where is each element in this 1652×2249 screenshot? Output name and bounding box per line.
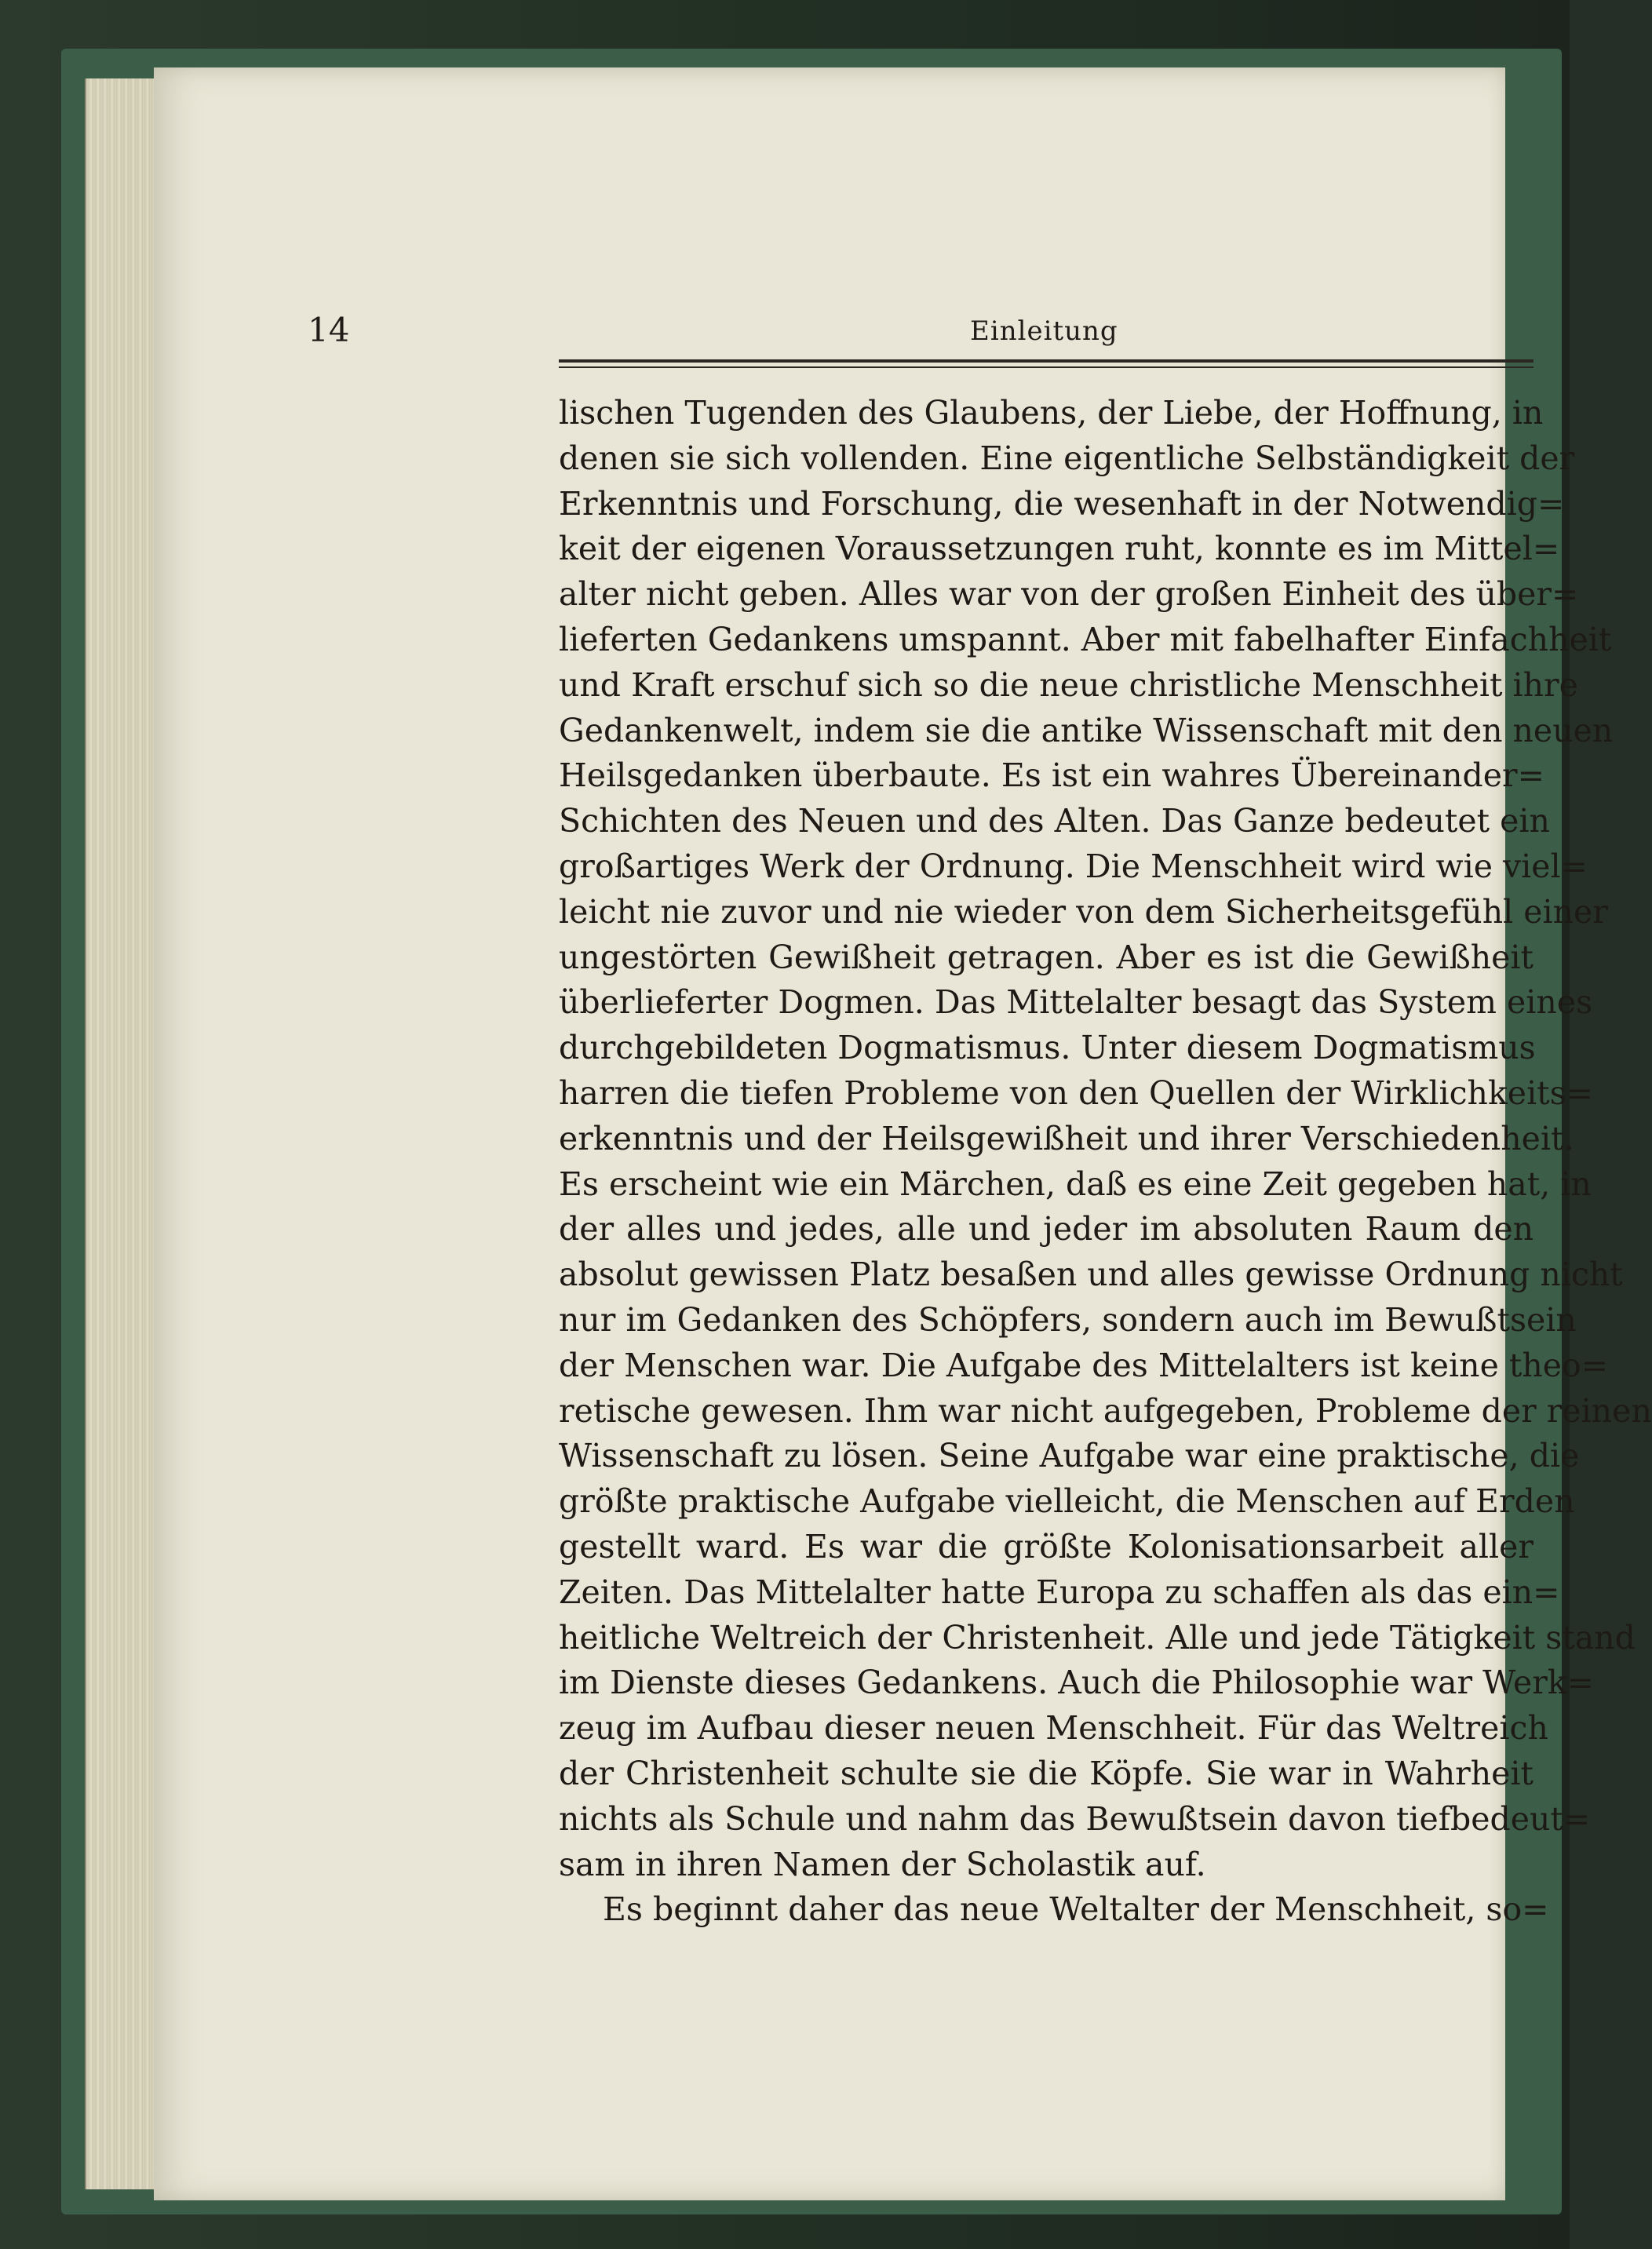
text-line: nichts als Schule und nahm das Bewußtsein davon tiefbedeut= — [559, 1799, 1591, 1838]
running-head: Einleitung — [970, 315, 1118, 347]
text-line: überlieferter Dogmen. Das Mittelalter besagt das System eines — [559, 983, 1593, 1022]
text-line: durchgebildeten Dogmatismus. Unter diesem Dogmatismus — [559, 1029, 1536, 1067]
text-line: der alles und jedes, alle und jeder im absoluten Raum den — [559, 1210, 1533, 1248]
text-line: Heilsgedanken überbaute. Es ist ein wahres Übereinander= — [559, 756, 1544, 795]
header-rule-thin — [559, 366, 1533, 368]
text-line: harren die tiefen Probleme von den Quellen der Wirklichkeits= — [559, 1073, 1594, 1112]
text-line: Gedankenwelt, indem sie die antike Wissenschaft mit den neuen — [559, 711, 1614, 749]
text-line: keit der eigenen Voraussetzungen ruht, konnte es im Mittel= — [559, 530, 1560, 568]
text-line-paragraph-end: sam in ihren Namen der Scholastik auf. — [559, 1845, 1206, 1883]
text-line: erkenntnis und der Heilsgewißheit und ihrer Verschiedenheit. — [559, 1119, 1574, 1157]
text-line: nur im Gedanken des Schöpfers, sondern auch im Bewußtsein — [559, 1300, 1577, 1339]
text-line: heitliche Weltreich der Christenheit. Alle und jede Tätigkeit stand — [559, 1618, 1636, 1657]
text-line: leicht nie zuvor und nie wieder von dem Sicherheitsgefühl einer — [559, 892, 1608, 931]
text-line: ungestörten Gewißheit getragen. Aber es ist die Gewißheit — [559, 938, 1533, 976]
text-line: gestellt ward. Es war die größte Kolonisationsarbeit aller — [559, 1527, 1533, 1566]
text-line: und Kraft erschuf sich so die neue christliche Menschheit ihre — [559, 665, 1578, 704]
text-line: Erkenntnis und Forschung, die wesenhaft in der Notwendig= — [559, 484, 1565, 523]
body-text — [559, 391, 1652, 1933]
text-line: absolut gewissen Platz besaßen und alles gewisse Ordnung nicht — [559, 1256, 1623, 1294]
text-line: Schichten des Neuen und des Alten. Das Ganze bedeutet ein — [559, 802, 1550, 840]
text-line: Zeiten. Das Mittelalter hatte Europa zu schaffen als das ein= — [559, 1573, 1560, 1611]
text-line: größte praktische Aufgabe vielleicht, die Menschen auf Erden — [559, 1482, 1575, 1521]
text-line-paragraph-start: Es beginnt daher das neue Weltalter der Menschheit, so= — [603, 1890, 1549, 1929]
header-rule-thick — [559, 359, 1533, 363]
text-line: denen sie sich vollenden. Eine eigentliche Selbständigkeit der — [559, 439, 1575, 477]
text-line: großartiges Werk der Ordnung. Die Menschheit wird wie viel= — [559, 847, 1588, 885]
page-number: 14 — [308, 311, 350, 349]
text-line: der Christenheit schulte sie die Köpfe. Sie war in Wahrheit — [559, 1754, 1533, 1792]
text-line: im Dienste dieses Gedankens. Auch die Philosophie war Werk= — [559, 1664, 1595, 1702]
text-line: Es erscheint wie ein Märchen, daß es eine Zeit gegeben hat, in — [559, 1165, 1592, 1203]
text-line: der Menschen war. Die Aufgabe des Mittelalters ist keine theo= — [559, 1346, 1609, 1384]
text-line: zeug im Aufbau dieser neuen Menschheit. Für das Weltreich — [559, 1709, 1548, 1748]
text-line: lieferten Gedankens umspannt. Aber mit fabelhafter Einfachheit — [559, 620, 1612, 658]
text-line: lischen Tugenden des Glaubens, der Liebe, der Hoffnung, in — [559, 394, 1544, 432]
book-page — [154, 67, 1652, 2200]
text-line: retische gewesen. Ihm war nicht aufgegeben, Probleme der reinen — [559, 1391, 1652, 1430]
text-line: Wissenschaft zu lösen. Seine Aufgabe war eine praktische, die — [559, 1437, 1580, 1475]
text-line: alter nicht geben. Alles war von der großen Einheit des über= — [559, 575, 1579, 614]
